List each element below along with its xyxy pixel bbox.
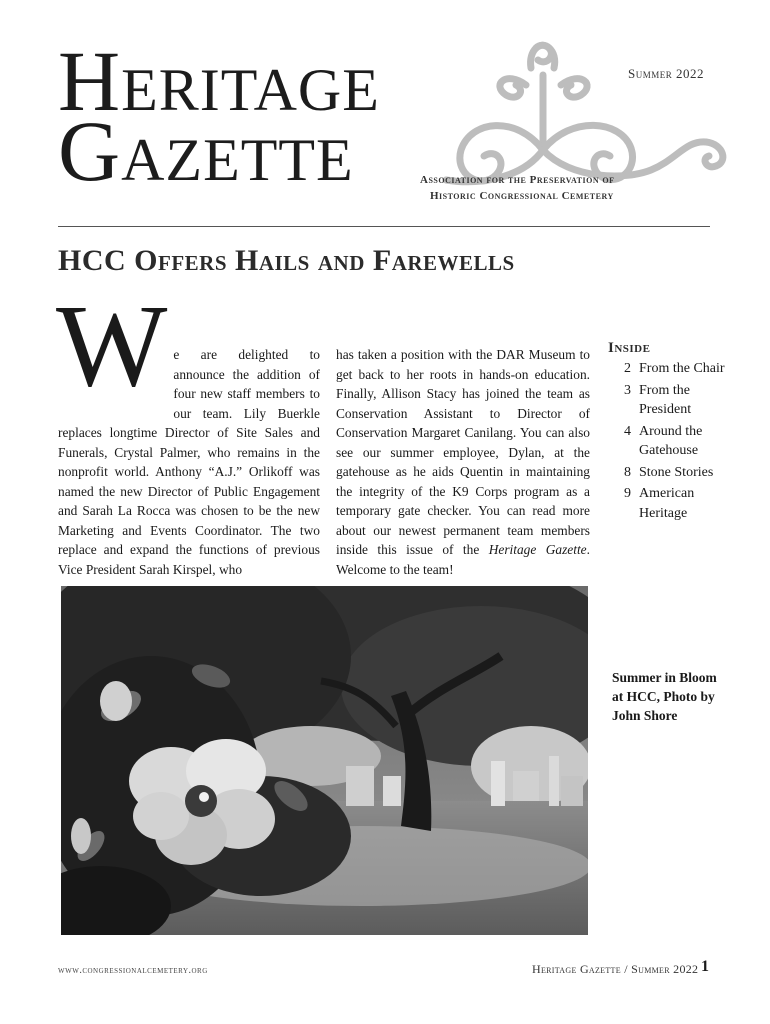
masthead-divider xyxy=(58,226,710,227)
contents-page-number: 4 xyxy=(624,423,631,439)
contents-title: From the Chair xyxy=(639,361,725,376)
article-col2-text: has taken a position with the DAR Museum to get back to her roots in hands-on education. Finally, Allison Stacy has joined the team as Conservation Assistant to Director of Conservation Margaret Canilang. You can also see our summer employee, Dylan, at the gatehouse as he aids Quentin in maintaining the integrity of the K9 Corps program as a temporary gate checker. You can read more about our newest permanent team members inside this issue of the xyxy=(336,347,590,557)
article-col2-end: . Welcome to the team! xyxy=(336,542,590,577)
cemetery-photo xyxy=(61,586,588,935)
contents-page-number: 8 xyxy=(624,464,631,480)
contents-page-number: 9 xyxy=(624,486,631,501)
contents-title: Around the Gatehouse xyxy=(639,423,703,458)
contents-item[interactable] xyxy=(608,359,728,379)
organization-name xyxy=(420,172,680,204)
article-column-1 xyxy=(56,280,320,579)
article-lead-text: e are delighted to announce the addition of four new staff members to our team. Lily Buerkle replaces longtime Director of Site Sales and Funerals, Crystal Palmer, who remains in the nonprofit world. Anthony “A.J.” Orlikoff was named the new Director of Public Engagement and Sarah La Rocca was chosen to be the new Marketing and Events Coordinator. The two replace and expand the functions of previous Vice President Sarah Kirspel, who xyxy=(58,347,320,577)
footer-website-link[interactable]: www.congressionalcemetery.org xyxy=(58,965,208,976)
issue-date: Summer 2022 xyxy=(628,66,704,81)
contents-item[interactable] xyxy=(608,463,728,483)
contents-page-number: 2 xyxy=(624,361,631,376)
contents-title: From the President xyxy=(639,382,692,417)
article-column-2 xyxy=(336,345,590,579)
inside-contents xyxy=(608,340,728,525)
organization-line1: Association for the Preservation of xyxy=(420,174,615,186)
contents-item[interactable] xyxy=(608,484,728,523)
photo-illustration xyxy=(61,586,588,935)
footer-publication: Heritage Gazette / Summer 2022 xyxy=(532,962,699,976)
contents-item[interactable] xyxy=(608,381,728,420)
masthead-title-line1: Heritage xyxy=(58,33,380,129)
inside-heading: Inside xyxy=(608,340,651,356)
contents-item[interactable] xyxy=(608,422,728,461)
photo-caption: Summer in Bloom at HCC, Photo by John Shore xyxy=(612,670,717,723)
contents-page-number: 3 xyxy=(624,382,631,398)
drop-cap: W xyxy=(56,280,168,411)
page-number: 1 xyxy=(701,958,709,975)
organization-line2: Historic Congressional Cemetery xyxy=(430,190,614,202)
masthead-title-line2: Gazette xyxy=(58,103,354,199)
article-headline: HCC Offers Hails and Farewells xyxy=(58,244,515,277)
publication-name-italic: Heritage Gazette xyxy=(488,542,587,557)
contents-title: American Heritage xyxy=(639,486,695,521)
contents-title: Stone Stories xyxy=(639,464,714,480)
